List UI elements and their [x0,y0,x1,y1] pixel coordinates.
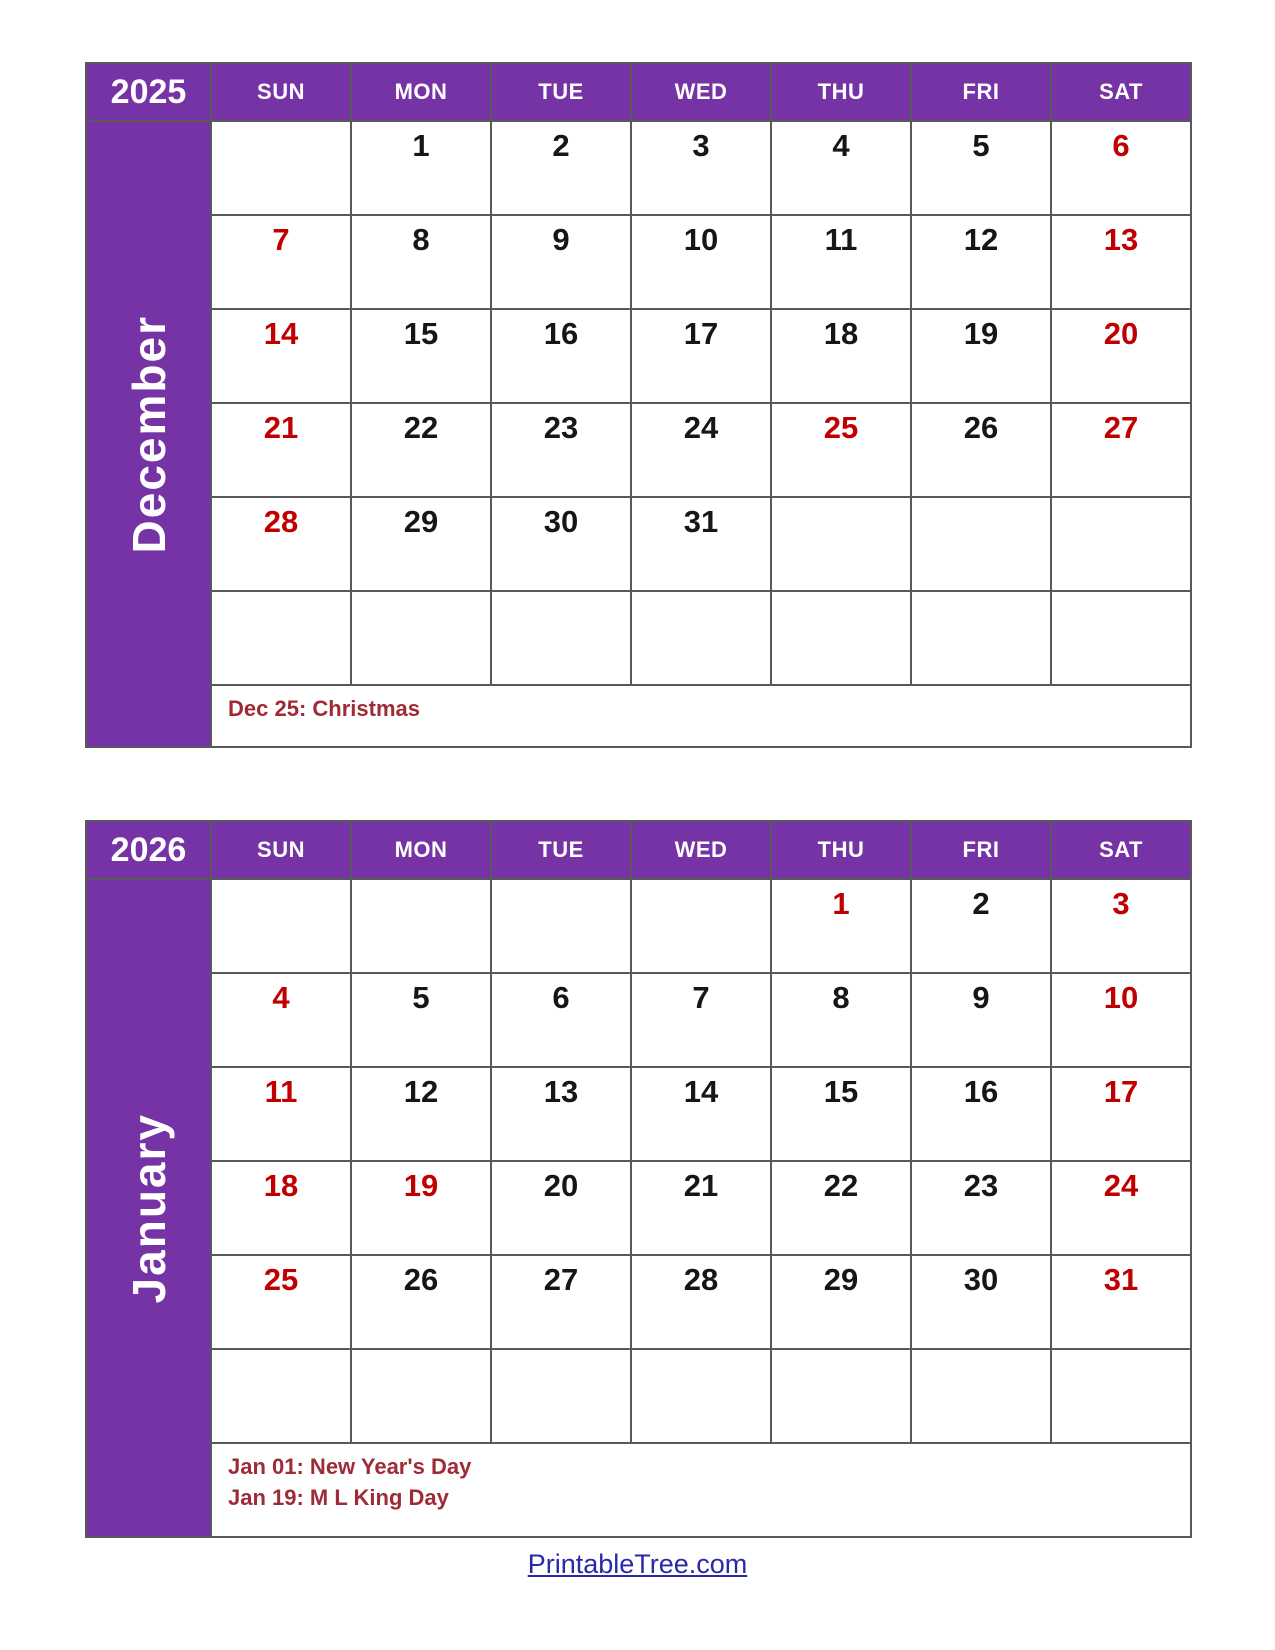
december-table [85,62,1192,748]
day-cell: 26 [911,403,1051,497]
weekday-header-tue: TUE [491,821,631,879]
day-cell: 15 [771,1067,911,1161]
day-cell: 21 [211,403,351,497]
january-table [85,820,1192,1538]
week-row [86,403,1191,497]
day-cell: 15 [351,309,491,403]
day-cell: 14 [211,309,351,403]
day-cell: 30 [491,497,631,591]
empty-day-cell [491,591,631,685]
week-row [86,1255,1191,1349]
day-cell: 31 [631,497,771,591]
day-cell: 30 [911,1255,1051,1349]
weekday-header-sat: SAT [1051,821,1191,879]
day-cell: 26 [351,1255,491,1349]
empty-day-cell [211,591,351,685]
day-cell: 5 [911,121,1051,215]
day-cell: 19 [911,309,1051,403]
day-cell: 28 [631,1255,771,1349]
day-cell: 27 [1051,403,1191,497]
weekday-header-mon: MON [351,63,491,121]
day-cell: 21 [631,1161,771,1255]
holiday-note-line: Dec 25: Christmas [228,696,420,721]
holiday-note-line: Jan 19: M L King Day [228,1484,449,1510]
day-cell: 12 [911,215,1051,309]
empty-day-cell [631,879,771,973]
week-row [86,1349,1191,1443]
empty-day-cell [911,591,1051,685]
day-cell: 23 [491,403,631,497]
day-cell: 8 [771,973,911,1067]
day-cell: 17 [631,309,771,403]
day-cell: 22 [351,403,491,497]
empty-day-cell [1051,497,1191,591]
holiday-note-line: Jan 01: New Year's Day [228,1454,472,1479]
day-cell: 18 [771,309,911,403]
empty-day-cell [351,1349,491,1443]
empty-day-cell [211,121,351,215]
day-cell: 10 [631,215,771,309]
day-cell: 31 [1051,1255,1191,1349]
year-label: 2025 [86,63,211,121]
calendar-december-2025 [85,62,1192,748]
day-cell: 6 [491,973,631,1067]
weekday-header-thu: THU [771,821,911,879]
week-row [86,973,1191,1067]
empty-day-cell [1051,591,1191,685]
day-cell: 9 [491,215,631,309]
week-row [86,121,1191,215]
empty-day-cell [631,591,771,685]
week-row [86,1067,1191,1161]
weekday-header-tue: TUE [491,63,631,121]
day-cell: 29 [351,497,491,591]
week-row [86,497,1191,591]
day-cell: 28 [211,497,351,591]
day-cell: 11 [771,215,911,309]
day-cell: 2 [911,879,1051,973]
week-row [86,215,1191,309]
day-cell: 20 [1051,309,1191,403]
day-cell: 11 [211,1067,351,1161]
weekday-header-sun: SUN [211,821,351,879]
header-row [86,63,1191,121]
day-cell: 7 [631,973,771,1067]
empty-day-cell [491,1349,631,1443]
day-cell: 25 [771,403,911,497]
day-cell: 4 [211,973,351,1067]
day-cell: 22 [771,1161,911,1255]
day-cell: 9 [911,973,1051,1067]
day-cell: 3 [631,121,771,215]
week-row [86,879,1191,973]
empty-day-cell [771,1349,911,1443]
day-cell: 4 [771,121,911,215]
day-cell: 29 [771,1255,911,1349]
day-cell: 14 [631,1067,771,1161]
footer-link[interactable]: PrintableTree.com [527,1549,748,1579]
week-row [86,1161,1191,1255]
day-cell: 20 [491,1161,631,1255]
day-cell: 13 [491,1067,631,1161]
holiday-row [86,1443,1191,1537]
empty-day-cell [491,879,631,973]
day-cell: 6 [1051,121,1191,215]
day-cell: 13 [1051,215,1191,309]
weekday-header-fri: FRI [911,821,1051,879]
day-cell: 27 [491,1255,631,1349]
year-label: 2026 [86,821,211,879]
day-cell: 16 [491,309,631,403]
empty-day-cell [351,591,491,685]
day-cell: 10 [1051,973,1191,1067]
empty-day-cell [771,591,911,685]
day-cell: 24 [631,403,771,497]
empty-day-cell [911,497,1051,591]
month-name-bar [86,879,211,1537]
holiday-notes [211,1443,1191,1537]
day-cell: 12 [351,1067,491,1161]
day-cell: 17 [1051,1067,1191,1161]
empty-day-cell [211,879,351,973]
weekday-header-mon: MON [351,821,491,879]
empty-day-cell [631,1349,771,1443]
day-cell: 5 [351,973,491,1067]
day-cell: 23 [911,1161,1051,1255]
day-cell: 19 [351,1161,491,1255]
day-cell: 18 [211,1161,351,1255]
day-cell: 8 [351,215,491,309]
weekday-header-fri: FRI [911,63,1051,121]
day-cell: 7 [211,215,351,309]
day-cell: 1 [771,879,911,973]
day-cell: 3 [1051,879,1191,973]
weekday-header-wed: WED [631,821,771,879]
weekday-header-sat: SAT [1051,63,1191,121]
calendar-january-2026 [85,820,1192,1538]
week-row [86,309,1191,403]
month-name-bar [86,121,211,747]
empty-day-cell [911,1349,1051,1443]
month-name-label: January [122,1112,175,1304]
month-name-label: December [122,314,175,554]
week-row [86,591,1191,685]
header-row [86,821,1191,879]
empty-day-cell [351,879,491,973]
day-cell: 25 [211,1255,351,1349]
weekday-header-thu: THU [771,63,911,121]
day-cell: 2 [491,121,631,215]
empty-day-cell [771,497,911,591]
footer [0,1549,1275,1580]
empty-day-cell [211,1349,351,1443]
weekday-header-sun: SUN [211,63,351,121]
empty-day-cell [1051,1349,1191,1443]
day-cell: 1 [351,121,491,215]
day-cell: 16 [911,1067,1051,1161]
weekday-header-wed: WED [631,63,771,121]
holiday-notes [211,685,1191,747]
day-cell: 24 [1051,1161,1191,1255]
holiday-row [86,685,1191,747]
